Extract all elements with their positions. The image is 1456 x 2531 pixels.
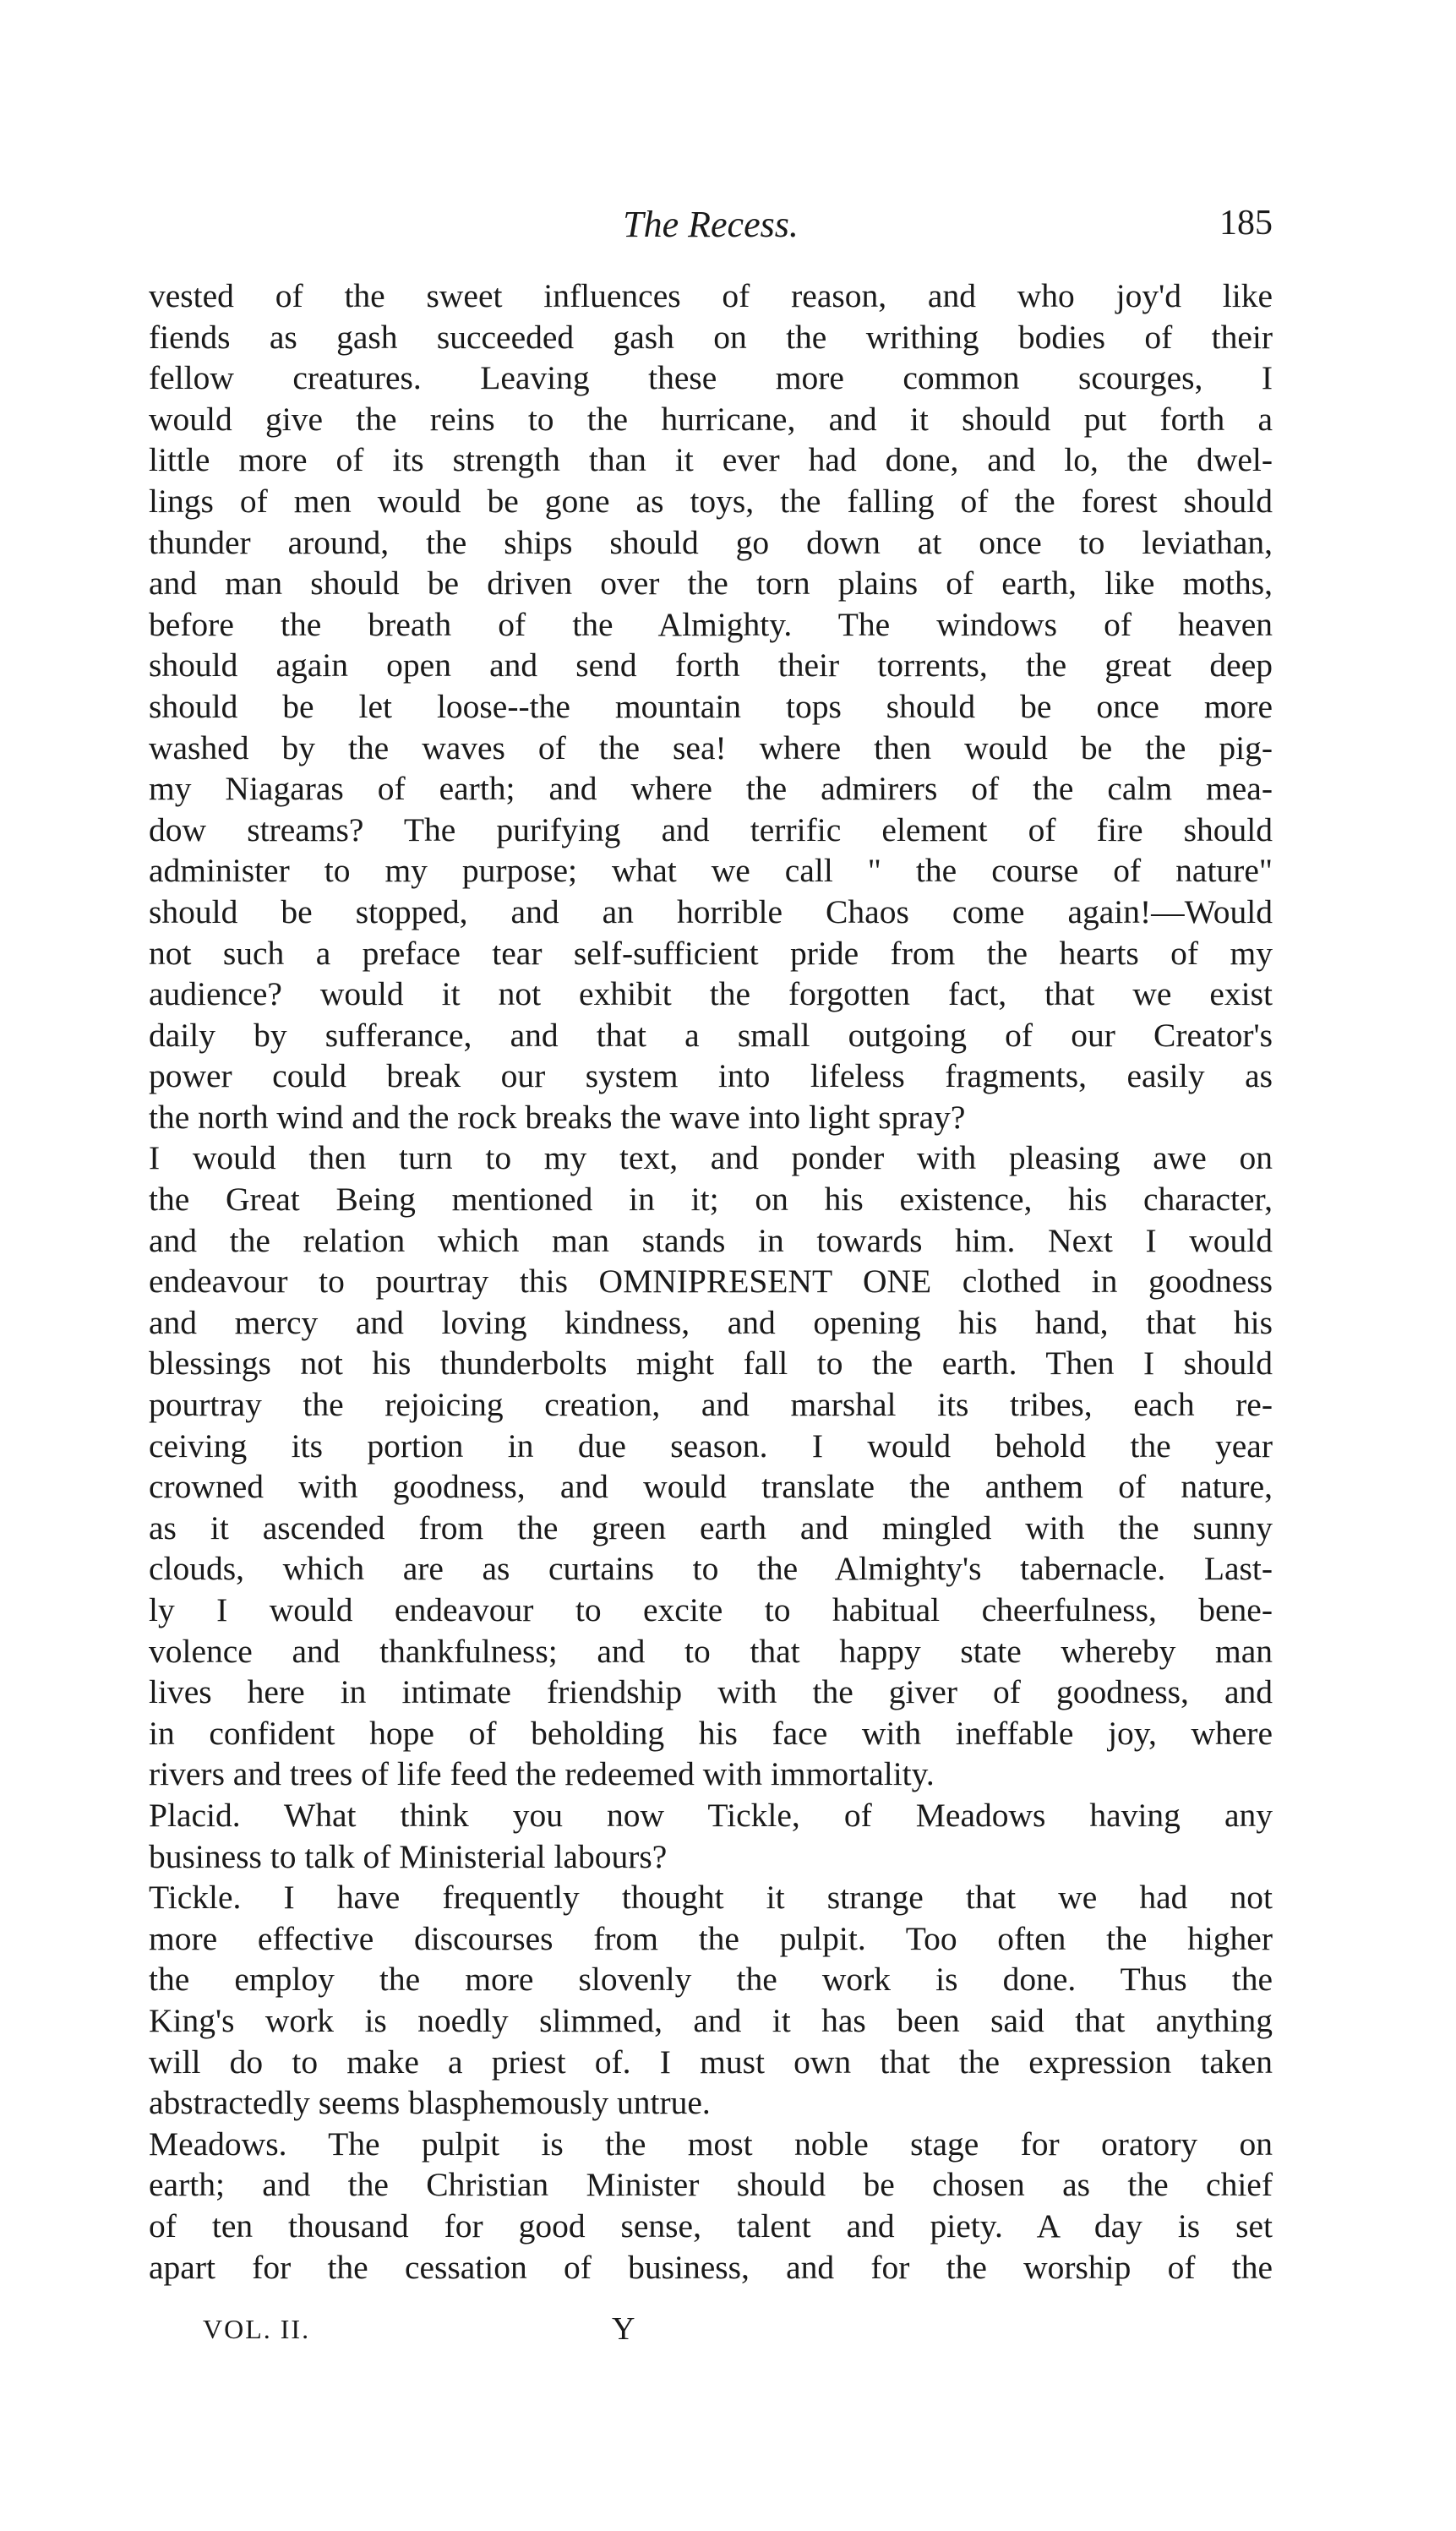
- text-line: should be stopped, and an horrible Chaos come again!—Would: [149, 892, 1273, 930]
- text-line: and the relation which man stands in towards him. Next I would: [149, 1221, 1273, 1259]
- text-line: administer to my purpose; what we call " the course of nature": [149, 852, 1273, 890]
- body-text: [149, 275, 1273, 2288]
- text-line: pourtray the rejoicing creation, and marshal its tribes, each re-: [149, 1386, 1273, 1424]
- text-line: volence and thankfulness; and to that happy state whereby man: [149, 1632, 1273, 1670]
- text-line: rivers and trees of life feed the redeemed with immortality.: [149, 1755, 935, 1793]
- text-line: apart for the cessation of business, and for the worship of the: [149, 2248, 1273, 2286]
- text-line: more effective discourses from the pulpit. Too often the higher: [149, 1919, 1273, 1957]
- text-line: power could break our system into lifeless fragments, easily as: [149, 1057, 1273, 1095]
- text-line: audience? would it not exhibit the forgotten fact, that we exist: [149, 975, 1273, 1013]
- text-line: vested of the sweet influences of reason, and who joy'd like: [149, 277, 1273, 314]
- running-title: The Recess.: [623, 204, 799, 245]
- text-line: in confident hope of beholding his face with ineffable joy, where: [149, 1714, 1273, 1752]
- text-line: before the breath of the Almighty. The windows of heaven: [149, 605, 1273, 643]
- text-line: would give the reins to the hurricane, and it should put forth a: [149, 400, 1273, 438]
- page-number: 185: [1219, 204, 1273, 243]
- text-line: little more of its strength than it ever had done, and lo, the dwel-: [149, 441, 1273, 479]
- text-line: King's work is noedly slimmed, and it has been said that anything: [149, 2001, 1273, 2039]
- text-line: and mercy and loving kindness, and opening his hand, that his: [149, 1303, 1273, 1341]
- text-line: abstractedly seems blasphemously untrue.: [149, 2084, 711, 2122]
- text-line: ceiving its portion in due season. I would behold the year: [149, 1426, 1273, 1465]
- text-line: the Great Being mentioned in it; on his existence, his character,: [149, 1181, 1273, 1219]
- text-line: fellow creatures. Leaving these more common scourges, I: [149, 359, 1273, 397]
- text-line: blessings not his thunderbolts might fall to the earth. Then I should: [149, 1345, 1273, 1383]
- text-line: crowned with goodness, and would translate the anthem of nature,: [149, 1468, 1273, 1506]
- text-line: ly I would endeavour to excite to habitual cheerfulness, bene-: [149, 1591, 1273, 1628]
- text-line: and man should be driven over the torn plains of earth, like moths,: [149, 565, 1273, 603]
- text-line: Tickle. I have frequently thought it strange that we had not: [149, 1879, 1273, 1917]
- text-line: lives here in intimate friendship with the giver of goodness, and: [149, 1673, 1273, 1711]
- volume-mark: VOL. II.: [203, 2314, 311, 2344]
- text-line: thunder around, the ships should go down at once to leviathan,: [149, 523, 1273, 561]
- text-line: Meadows. The pulpit is the most noble stage for oratory on: [149, 2125, 1273, 2163]
- page-footer: [149, 2311, 1273, 2365]
- text-line: clouds, which are as curtains to the Almighty's tabernacle. Last-: [149, 1550, 1273, 1588]
- text-line: I would then turn to my text, and ponder with pleasing awe on: [149, 1139, 1273, 1177]
- signature-mark: Y: [612, 2311, 635, 2347]
- text-line: daily by sufferance, and that a small outgoing of our Creator's: [149, 1016, 1273, 1054]
- text-line: endeavour to pourtray this OMNIPRESENT ONE clothed in goodness: [149, 1263, 1273, 1301]
- text-line: should be let loose--the mountain tops should be once more: [149, 687, 1273, 725]
- text-line: fiends as gash succeeded gash on the writhing bodies of their: [149, 318, 1273, 356]
- text-line: of ten thousand for good sense, talent and piety. A day is set: [149, 2206, 1273, 2245]
- text-line: the north wind and the rock breaks the wave into light spray?: [149, 1098, 966, 1136]
- running-head: [149, 203, 1273, 254]
- text-line: as it ascended from the green earth and mingled with the sunny: [149, 1508, 1273, 1546]
- text-line: washed by the waves of the sea! where then would be the pig-: [149, 728, 1273, 766]
- text-line: lings of men would be gone as toys, the falling of the forest should: [149, 482, 1273, 520]
- text-line: should again open and send forth their torrents, the great deep: [149, 646, 1273, 685]
- text-line: dow streams? The purifying and terrific element of fire should: [149, 810, 1273, 848]
- text-line: Placid. What think you now Tickle, of Meadows having any: [149, 1796, 1273, 1834]
- text-line: not such a preface tear self-sufficient pride from the hearts of my: [149, 934, 1273, 972]
- text-line: business to talk of Ministerial labours?: [149, 1837, 668, 1875]
- text-line: the employ the more slovenly the work is done. Thus the: [149, 1961, 1273, 1999]
- text-line: my Niagaras of earth; and where the admirers of the calm mea-: [149, 770, 1273, 808]
- text-line: earth; and the Christian Minister should be chosen as the chief: [149, 2166, 1273, 2204]
- text-line: will do to make a priest of. I must own that the expression taken: [149, 2043, 1273, 2081]
